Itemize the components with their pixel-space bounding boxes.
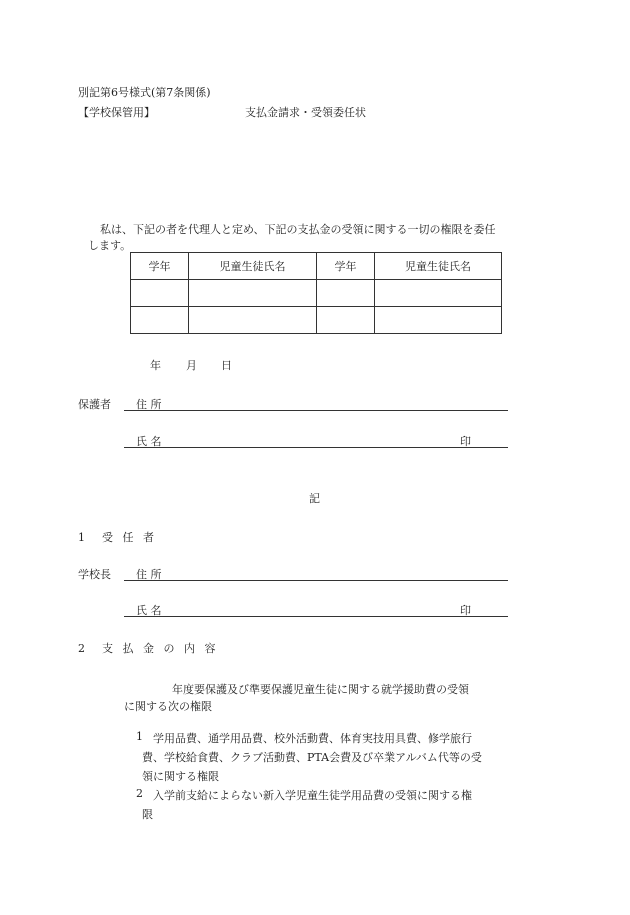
principal-address-line[interactable] (124, 580, 508, 581)
guardian-label: 保護者 (78, 398, 111, 411)
form-number: 別記第6号様式(第7条関係) (78, 86, 211, 99)
table-cell[interactable] (131, 307, 189, 334)
table-row (131, 280, 502, 307)
principal-address-label: 住 所 (136, 568, 162, 581)
section-2-intro-line-2: に関する次の権限 (124, 700, 212, 713)
guardian-seal-mark: 印 (460, 435, 471, 448)
date-month-label: 月 (186, 359, 197, 372)
header-student-name-1: 児童生徒氏名 (189, 253, 317, 280)
date-year-label: 年 (150, 359, 161, 372)
header-student-name-2: 児童生徒氏名 (375, 253, 502, 280)
table-cell[interactable] (375, 307, 502, 334)
table-row (131, 307, 502, 334)
table-cell[interactable] (317, 280, 375, 307)
guardian-name-line[interactable] (124, 447, 508, 448)
section-2-intro-line-1: 年度要保護及び準要保護児童生徒に関する就学援助費の受領 (172, 683, 469, 696)
header-grade-2: 学年 (317, 253, 375, 280)
item-2-line-1: 入学前支給によらない新入学児童生徒学用品費の受領に関する権 (153, 789, 472, 802)
principal-name-label: 氏 名 (136, 604, 162, 617)
item-2-number: 2 (136, 787, 143, 800)
guardian-address-line[interactable] (124, 410, 508, 411)
page-title: 支払金請求・受領委任状 (245, 106, 366, 119)
ki-marker: 記 (309, 492, 320, 505)
declaration-line-1: 私は、下記の者を代理人と定め、下記の支払金の受領に関する一切の権限を委任 (100, 223, 496, 236)
guardian-address-label: 住 所 (136, 398, 162, 411)
item-1-line-2: 費、学校給食費、クラブ活動費、PTA会費及び卒業アルバム代等の受 (142, 751, 482, 764)
guardian-name-label: 氏 名 (136, 435, 162, 448)
table-cell[interactable] (375, 280, 502, 307)
table-header-row (131, 253, 502, 280)
copy-label: 【学校保管用】 (78, 106, 155, 119)
section-1-heading: 1 受 任 者 (78, 531, 157, 544)
item-2-line-2: 限 (142, 808, 153, 821)
table-cell[interactable] (189, 307, 317, 334)
item-1-line-1: 学用品費、通学用品費、校外活動費、体育実技用具費、修学旅行 (153, 732, 472, 745)
item-1-line-3: 領に関する権限 (142, 770, 219, 783)
section-2-heading: 2 支 払 金 の 内 容 (78, 642, 219, 655)
item-1-number: 1 (136, 730, 143, 743)
date-day-label: 日 (221, 359, 232, 372)
principal-name-line[interactable] (124, 616, 508, 617)
table-cell[interactable] (131, 280, 189, 307)
header-grade-1: 学年 (131, 253, 189, 280)
declaration-line-2: します。 (88, 239, 132, 252)
principal-seal-mark: 印 (460, 604, 471, 617)
student-table (130, 252, 502, 334)
principal-label: 学校長 (78, 568, 111, 581)
table-cell[interactable] (317, 307, 375, 334)
table-cell[interactable] (189, 280, 317, 307)
